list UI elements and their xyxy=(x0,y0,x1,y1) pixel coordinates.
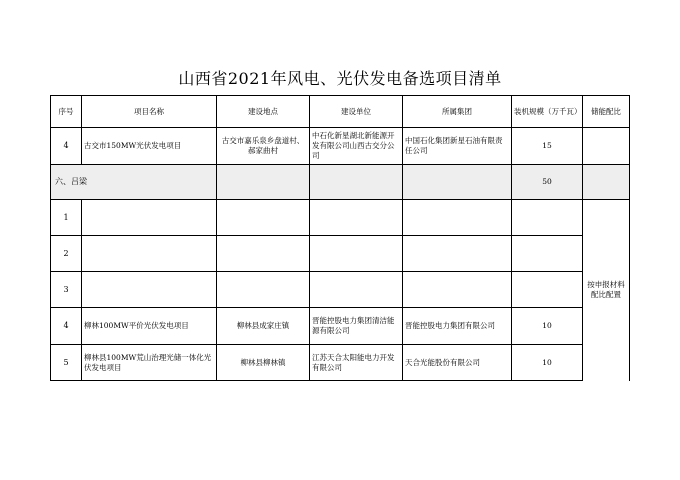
row-project-name xyxy=(82,236,217,272)
table-header-row xyxy=(51,96,630,128)
row-builder xyxy=(310,200,403,236)
row-location: 柳林县成家庄镇 xyxy=(217,308,310,345)
row-no: 4 xyxy=(51,308,82,345)
section-capacity: 50 xyxy=(512,165,583,200)
section-empty-cell xyxy=(310,165,403,200)
row-builder: 江苏天合太阳能电力开发有限公司 xyxy=(310,345,403,381)
row-capacity: 10 xyxy=(512,308,583,345)
row-group: 天合光能股份有限公司 xyxy=(403,345,512,381)
row-project-name xyxy=(82,272,217,308)
row-project-name xyxy=(82,200,217,236)
row-builder: 晋能控股电力集团清洁能源有限公司 xyxy=(310,308,403,345)
header-project-name: 项目名称 xyxy=(82,96,217,128)
row-group: 中国石化集团新星石油有限责任公司 xyxy=(403,128,512,165)
header-capacity: 装机规模（万千瓦） xyxy=(512,96,583,128)
header-builder: 建设单位 xyxy=(310,96,403,128)
table-row xyxy=(51,308,630,345)
row-capacity: 10 xyxy=(512,345,583,381)
section-row-lvliang xyxy=(51,165,630,200)
header-location: 建设地点 xyxy=(217,96,310,128)
row-capacity: 15 xyxy=(512,128,583,165)
row-no: 4 xyxy=(51,128,82,165)
table-row xyxy=(51,200,630,236)
section-label: 六、吕梁 xyxy=(51,165,217,200)
table-row xyxy=(51,345,630,381)
header-storage: 储能配比 xyxy=(583,96,630,128)
row-project-name: 柳林县100MW荒山治理光储一体化光伏发电项目 xyxy=(82,345,217,381)
row-project-name: 柳林100MW平价光伏发电项目 xyxy=(82,308,217,345)
row-location: 柳林县柳林镇 xyxy=(217,345,310,381)
table-row xyxy=(51,272,630,308)
row-no: 1 xyxy=(51,200,82,236)
row-no: 5 xyxy=(51,345,82,381)
row-capacity xyxy=(512,272,583,308)
row-builder xyxy=(310,272,403,308)
storage-note-cell: 按申报材料配比配置 xyxy=(583,200,630,381)
row-no: 2 xyxy=(51,236,82,272)
row-group: 晋能控股电力集团有限公司 xyxy=(403,308,512,345)
project-list-table xyxy=(50,95,630,381)
row-location: 古交市嘉乐泉乡盘道村、郝家曲村 xyxy=(217,128,310,165)
table-row xyxy=(51,128,630,165)
document-title: 山西省2021年风电、光伏发电备选项目清单 xyxy=(178,69,502,88)
row-group xyxy=(403,200,512,236)
row-storage xyxy=(583,128,630,165)
row-capacity xyxy=(512,200,583,236)
section-empty-cell xyxy=(583,165,630,200)
row-group xyxy=(403,236,512,272)
row-location xyxy=(217,272,310,308)
header-group: 所属集团 xyxy=(403,96,512,128)
row-location xyxy=(217,236,310,272)
section-empty-cell xyxy=(217,165,310,200)
row-location xyxy=(217,200,310,236)
table-row xyxy=(51,236,630,272)
row-group xyxy=(403,272,512,308)
section-empty-cell xyxy=(403,165,512,200)
row-no: 3 xyxy=(51,272,82,308)
row-capacity xyxy=(512,236,583,272)
row-builder: 中石化新星湖北新能源开发有限公司山西古交分公司 xyxy=(310,128,403,165)
row-project-name: 古交市150MW光伏发电项目 xyxy=(82,128,217,165)
row-builder xyxy=(310,236,403,272)
header-no: 序号 xyxy=(51,96,82,128)
